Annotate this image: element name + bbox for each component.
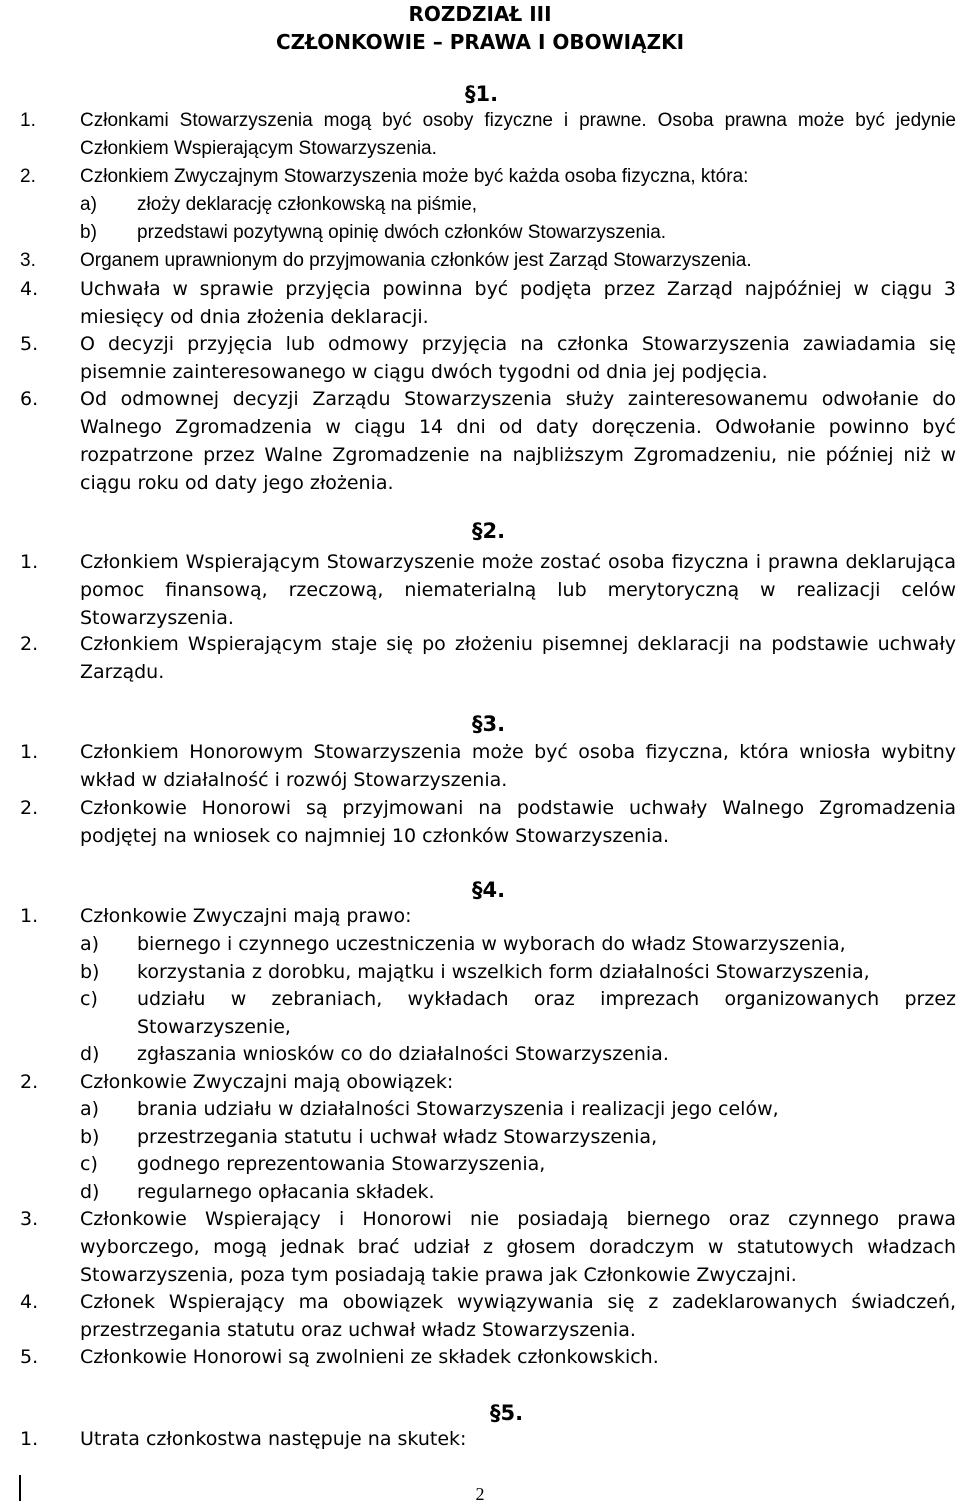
sub-letter: b) [80, 222, 97, 243]
item-number: 2. [20, 1071, 39, 1093]
section-heading-5: §5. [490, 1401, 524, 1425]
item-text: Uchwała w sprawie przyjęcia powinna być podjęta przez Zarząd najpóźniej w ciągu 3 miesięcy od dnia złożenia deklaracji. [80, 278, 956, 328]
sub-letter: d) [80, 1043, 100, 1065]
item-number: 2. [20, 166, 36, 187]
sub-text: brania udziału w działalności Stowarzyszenia i realizacji jego celów, [137, 1098, 779, 1120]
sub-text: biernego i czynnego uczestniczenia w wyborach do władz Stowarzyszenia, [137, 933, 846, 955]
item-text: Członkowie Zwyczajni mają obowiązek: [80, 1071, 454, 1093]
item-text: Członkowie Honorowi są zwolnieni ze składek członkowskich. [80, 1346, 659, 1368]
sub-text: zgłaszania wniosków co do działalności Stowarzyszenia. [137, 1043, 669, 1065]
chapter-subtitle: CZŁONKOWIE – PRAWA I OBOWIĄZKI [275, 30, 685, 54]
page-number: 2 [475, 1484, 485, 1504]
sub-text: udziału w zebraniach, wykładach oraz imprezach organizowanych przez Stowarzyszenie, [137, 988, 956, 1038]
item-text: Członkowie Wspierający i Honorowi nie posiadają biernego oraz czynnego prawa wyborczego, mogą jednak brać udział z głosem doradczym w statutowych władzach Stowarzyszenia, poza tym posiadają takie prawa jak Członkowie Zwyczajni. [80, 1208, 956, 1286]
item-number: 1. [20, 551, 39, 573]
sub-letter: a) [80, 1098, 100, 1120]
item-text: Członkowie Honorowi są przyjmowani na podstawie uchwały Walnego Zgromadzenia podjętej na wniosek co najmniej 10 członków Stowarzyszenia. [80, 797, 956, 847]
sub-text: przedstawi pozytywną opinię dwóch członków Stowarzyszenia. [137, 222, 667, 243]
item-text: Utrata członkostwa następuje na skutek: [80, 1428, 467, 1450]
sub-letter: b) [80, 961, 100, 983]
item-text: Członkiem Honorowym Stowarzyszenia może być osoba fizyczna, która wniosła wybitny wkład w działalność i rozwój Stowarzyszenia. [80, 741, 956, 791]
item-text: Członkowie Zwyczajni mają prawo: [80, 905, 412, 927]
item-number: 2. [20, 633, 39, 655]
item-number: 4. [20, 278, 39, 300]
item-text: O decyzji przyjęcia lub odmowy przyjęcia na członka Stowarzyszenia zawiadamia się pisemnie zainteresowanego w ciągu dwóch tygodni od dnia jej podjęcia. [80, 333, 956, 383]
item-text: Organem uprawnionym do przyjmowania członków jest Zarząd Stowarzyszenia. [80, 250, 752, 271]
sub-letter: d) [80, 1181, 100, 1203]
sub-letter: a) [80, 933, 100, 955]
item-number: 1. [20, 1428, 39, 1450]
item-number: 4. [20, 1291, 39, 1313]
item-number: 1. [20, 905, 39, 927]
sub-letter: c) [80, 988, 98, 1010]
sub-text: złoży deklarację członkowską na piśmie, [137, 194, 478, 215]
sub-text: godnego reprezentowania Stowarzyszenia, [137, 1153, 546, 1175]
item-text: Członek Wspierający ma obowiązek wywiązywania się z zadeklarowanych świadczeń, przestrzegania statutu oraz uchwał władz Stowarzyszenia. [80, 1291, 956, 1341]
item-number: 5. [20, 333, 39, 355]
sub-text: regularnego opłacania składek. [137, 1181, 435, 1203]
item-number: 6. [20, 388, 39, 410]
section-heading-4: §4. [472, 878, 506, 902]
item-text: Członkiem Wspierającym Stowarzyszenie może zostać osoba fizyczna i prawna deklarująca pomoc finansową, rzeczową, niematerialną lub merytoryczną w realizacji celów Stowarzyszenia. [80, 551, 956, 629]
section-heading-1: §1. [465, 82, 499, 106]
sub-letter: c) [80, 1153, 98, 1175]
item-number: 1. [20, 110, 36, 131]
sub-letter: a) [80, 194, 97, 215]
item-text: Członkiem Wspierającym staje się po złożeniu pisemnej deklaracji na podstawie uchwały Zarządu. [80, 633, 956, 683]
item-text: Członkiem Zwyczajnym Stowarzyszenia może być każda osoba fizyczna, która: [80, 166, 749, 187]
section-heading-2: §2. [472, 519, 506, 543]
chapter-title: ROZDZIAŁ III [408, 2, 552, 26]
sub-text: przestrzegania statutu i uchwał władz Stowarzyszenia, [137, 1126, 658, 1148]
sub-text: korzystania z dorobku, majątku i wszelkich form działalności Stowarzyszenia, [137, 961, 870, 983]
item-number: 3. [20, 1208, 39, 1230]
item-number: 5. [20, 1346, 39, 1368]
item-number: 3. [20, 250, 36, 271]
section-heading-3: §3. [472, 712, 506, 736]
item-number: 2. [20, 797, 39, 819]
item-text: Członkami Stowarzyszenia mogą być osoby fizyczne i prawne. Osoba prawna może być jedynie Członkiem Wspierającym Stowarzyszenia. [80, 110, 956, 159]
sub-letter: b) [80, 1126, 100, 1148]
item-text: Od odmownej decyzji Zarządu Stowarzyszenia służy zainteresowanemu odwołanie do Walnego Zgromadzenia w ciągu 14 dni od daty doręczenia. Odwołanie powinno być rozpatrzone przez Walne Zgromadzenie na najbliższym Zgromadzeniu, nie później niż w ciągu roku od daty jego złożenia. [80, 388, 956, 494]
item-number: 1. [20, 741, 39, 763]
